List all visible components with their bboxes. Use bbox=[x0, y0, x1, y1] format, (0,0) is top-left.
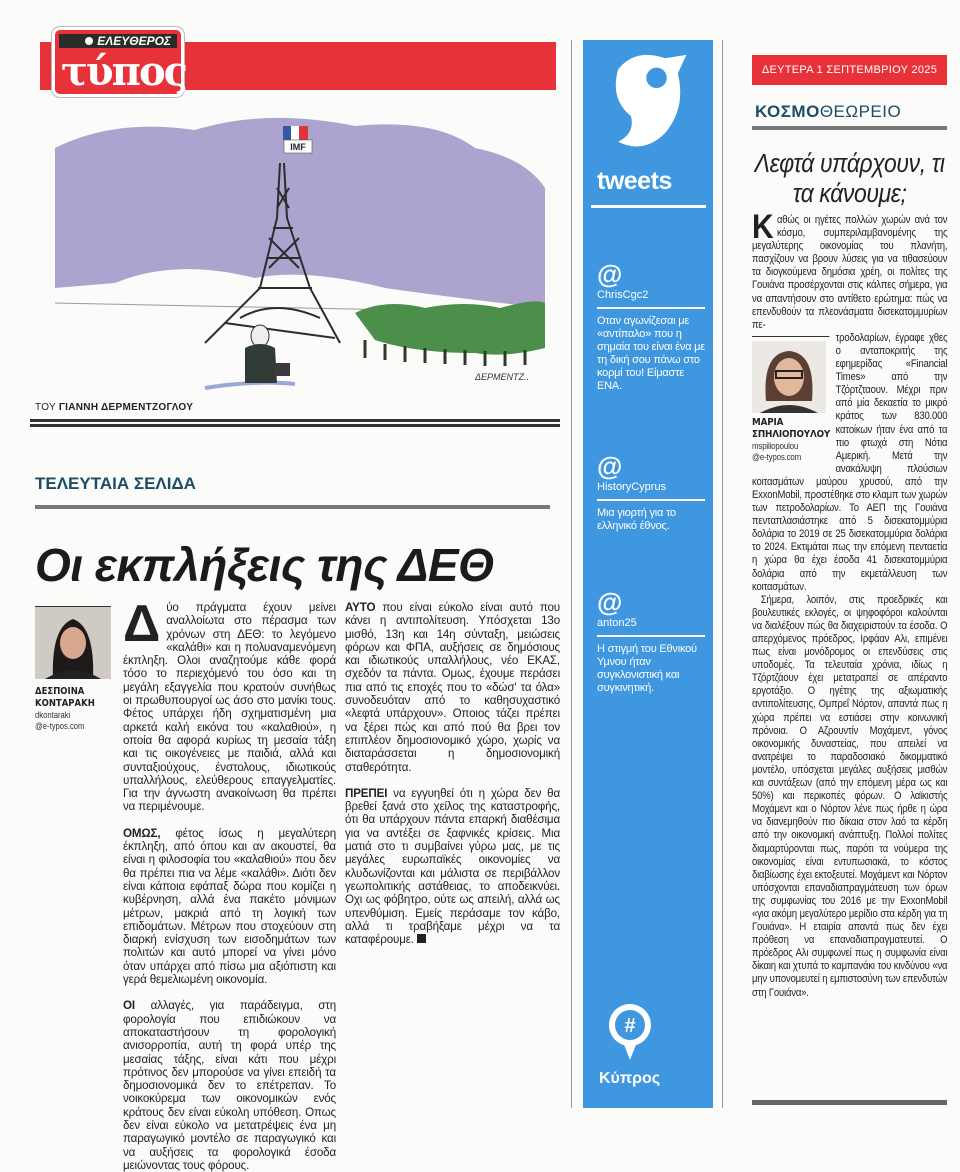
hash-pin-icon bbox=[605, 1002, 655, 1062]
article-paragraph: ΟΜΩΣ, φέτος ίσως η μεγαλύτερη έκπληξη, από όπου και αν ακουστεί, θα είναι η φιλοσοφία του «καλαθιού» που δεν θα πρέπει πια να λέμε «καλάθι». Διότι δεν είναι κάποια εφάπαξ δώρα που κομίζει η κυβέρνηση, αλλά ένα πακέτο μόνιμων μέτρων, μακριά από τη λογική των επιδομάτων. Μέτρων που στοχεύουν στη διαρκή ενίσχυση των εισοδημάτων των πολιτών και αυτό μπορεί να γίνει μόνο όταν υπάρχει από πίσω μια αξιόπιστη και γερά θεμελιωμένη οικονομία. bbox=[123, 826, 336, 987]
opinion-paragraph: Καθώς οι ηγέτες πολλών χωρών ανά τον κόσμο, συμπεριλαμβανομένης της μεγαλύτερης οικονομίας του πλανήτη, πασχίζουν να βρουν λύσεις για να τιθασεύουν τα διογκούμενα δημόσια χρέη, οι πολίτες της Γουιάνα προσέρχονται στις κάλπες σήμερα, για να απαντήσουν στο αντίθετο ερώτημα: πώς να επενδυθούν τα πλεονάσματα δισεκατομμυρίων πε- bbox=[752, 208, 948, 331]
logo-top-text: ΕΛΕΥΘΕΡΟΣ bbox=[59, 34, 177, 48]
article-paragraph: ΠΡΕΠΕΙ να εγγυηθεί ότι η χώρα δεν θα βρεθεί ξανά στο χείλος της καταστροφής, ότι θα υπάρχουν πάντα επαρκή διαθέσιμα για να αντέξει σε ξαφνικές κρίσεις. Μια ματιά στο τι συμβαίνει γύρω μας, με τις μεγάλες ευρωπαϊκές οικονομίες να κλυδωνίζονται και μάλιστα σε περιβάλλον γεωπολιτικής αστάθειας, το αποδεικνύει. Οχι ως φόβητρο, ούτε ως απειλή, αλλά ως υπενθύμιση. Εμείς περάσαμε τον κάβο, αλλά τι τραβήξαμε μέχρι να τα καταφέρουμε. bbox=[345, 786, 560, 947]
tweet-item bbox=[597, 452, 705, 533]
credit-prefix: ΤΟΥ bbox=[35, 402, 56, 413]
opinion-article bbox=[752, 148, 947, 1000]
section-rule bbox=[35, 505, 550, 509]
cartoonist-signature: ΔΕΡΜΕΝΤΖ.. bbox=[475, 372, 530, 382]
cartoon-ground-shadow bbox=[205, 383, 295, 388]
french-flag-red bbox=[299, 126, 308, 140]
opinion-paragraph: Σήμερα, λοιπόν, στις προεδρικές και βουλευτικές εκλογές, οι ψηφοφόροι καλούνται να διαλέξουν πώς θα διαχειριστούν τα έσοδα. Ο απερχόμενος πρόεδρος, Ιρφάαν Αλι, επιμένει πως είναι μονόδρομος οι επενδύσεις στις υποδομές. Τα τελευταία χρόνια, ιδίως η Τζόρτζάουν έχει μετατραπεί σε απέραντο εργοτάξιο. Ο ηγέτης της αξιωματικής αντιπολίτευσης, Ομπρεΐ Νόρτον, απαντά πως η χώρα πρέπει να εστιάσει στην κοινωνική πρόνοια. Ο Αζρουντίν Μοχάμεντ, γόνος οικονομικής δυναστείας, που απειλεί να ανατρέψει το παραδοσιακό δικομματικό μοντέλο, υπόσχεται μεγάλες αυξήσεις μισθών και συντάξεων (από την επόμενη μέρα ως και 50%) και περικοπές φόρων. Ο λαϊκιστής Μοχάμεντ και ο Νόρτον λένε πως ήρθε η ώρα να διανεμηθούν πιο δίκαια στον λαό τα κέρδη από την οικονομική ανάπτυξη. Πολλοί πολίτες διαμαρτύρονται πως, παρότι τα νούμερα της οικονομίας είναι εντυπωσιακά, το κόστος διαβίωσης έχει εκτοξευτεί. Μοχάμεντ και Νόρτον υπόσχονται επαναδιαπραγμάτευση των όρων της συμφωνίας του 2016 με την ExxonMobil «για ακόμη μεγαλύτερο μερίδιο στα κέρδη για τη Γουιάνα». Η εταιρία απαντά πως δεν έχει πρόθεση να επαναδιαπραγματευτεί. Ο πρόεδρος Αλι συμφωνεί πως η συμφωνία είναι δίκαιη και χτυπά το καμπανάκι του κινδύνου «να μην υπονομευτεί η εμπιστοσύνη των επενδυτών στη Γουιάνα». bbox=[752, 593, 948, 999]
drop-cap: Δ bbox=[123, 595, 161, 653]
tweets-column bbox=[583, 40, 713, 1108]
imf-label: IMF bbox=[290, 142, 306, 152]
opinion-body bbox=[752, 208, 948, 1000]
tweets-rule bbox=[591, 205, 706, 208]
at-icon: @ bbox=[597, 587, 623, 617]
article-column-2 bbox=[345, 601, 560, 1096]
opinion-author-email[interactable]: mspiliopoulou @e-typos.com bbox=[752, 440, 802, 462]
column-rule bbox=[752, 126, 947, 130]
cartoon-figure bbox=[245, 325, 290, 383]
tweet-text: Οταν αγωνίζεσαι με «αντίπαλο» που η σημαία του είναι ένα με τη δική σου πάνω στο κορμί του! Είμαστε ΕΝΑ. bbox=[597, 315, 706, 392]
tweet-handle[interactable]: anton25 bbox=[597, 616, 705, 637]
opinion-headline: Λεφτά υπάρχουν, τι τα κάνουμε; bbox=[754, 148, 945, 208]
article-paragraph: ΑΥΤΟ που είναι εύκολο είναι αυτό που κάνει η αντιπολίτευση. Υπόσχεται 13ο μισθό, 13η και 14η σύνταξη, μειώσεις φόρων και ΦΠΑ, αυξήσεις σε δημόσιους και ιδιωτικούς υπαλλήλους, νέο ΕΚΑΣ, σχεδόν τα πάντα. Ομως, έχουμε περάσει πια από τις εποχές που το «δώσ' τα όλα» συνοδευόταν από το καθησυχαστικό «λεφτά υπάρχουν». Οποιος τάζει πρέπει να ξέρει πώς και από πού θα βρει τον επιπλέον δημοσιονομικό χώρο, χωρίς να διαταράσσεται η δημοσιονομική σταθερότητα. bbox=[345, 601, 560, 774]
drop-cap: Κ bbox=[752, 208, 774, 246]
newspaper-logo bbox=[52, 27, 184, 97]
tweet-handle[interactable]: ChrisCgc2 bbox=[597, 288, 705, 309]
tweet-text: Μια γιορτή για το ελληνικό έθνος. bbox=[597, 507, 676, 532]
at-icon: @ bbox=[597, 259, 623, 289]
column-divider bbox=[722, 40, 723, 1108]
opinion-author-box bbox=[752, 336, 829, 463]
bird-icon bbox=[593, 48, 703, 163]
author-email[interactable]: dkontaraki @e-typos.com bbox=[35, 710, 85, 731]
author-photo bbox=[35, 606, 111, 678]
opinion-author-photo bbox=[752, 341, 826, 413]
issue-date: ΔΕΥΤΕΡΑ 1 ΣΕΠΤΕΜΒΡΙΟΥ 2025 bbox=[752, 55, 947, 85]
cartoon-credit bbox=[35, 402, 193, 413]
hashtag-label[interactable]: Κύπρος bbox=[599, 1070, 661, 1087]
author-box bbox=[35, 600, 117, 732]
trees bbox=[355, 301, 545, 366]
end-rule bbox=[752, 1100, 947, 1105]
article-column-1 bbox=[123, 595, 336, 1172]
opinion-paragraph: τροδολαρίων, έγραφε χθες ο ανταποκριτής της εφημερίδας «Financial Times» από την Τζόρτζταουν. Μέχρι πριν από μία δεκαετία το μικρό κράτος των 830.000 κατοίκων ήταν ένα από τα πιο φτωχά στη Νότια Αμερική. Μετά την ανακάλυψη πλούσιων κοιτασμάτων μαύρου χρυσού, από την ExxonMobil, προστέθηκε στο κλαμπ των χωρών των πετροδολαρίων. Το ΑΕΠ της Γουιάνα πενταπλασιάστηκε από 5 δισεκατομμύρια δολάρια το 2019 σε 25 δισεκατομμύρια δολάρια το 2024. Εκτιμάται πως την επόμενη πενταετία η χώρα θα έχει έσοδα 41 δισεκατομμύρια δολάρια από την εκμετάλλευση των κοιτασμάτων. bbox=[752, 331, 948, 593]
cartoonist-name: ΓΙΑΝΝΗ ΔΕΡΜΕΝΤΖΟΓΛΟΥ bbox=[58, 402, 194, 413]
author-name: ΔΕΣΠΟΙΝΑ ΚΟΝΤΑΡΑΚΗ bbox=[35, 686, 95, 709]
article-paragraph: Δύο πράγματα έχουν μείνει αναλλοίωτα στο πέρασμα των χρόνων στη ΔΕΘ: το λεγόμενο «καλάθι» και η πολυαναμενόμενη έκπληξη. Ολοι αναζητούμε κάθε φορά τόσο το περιεχόμενό του όσο και τη μεγάλη εξαγγελία που κρατούν συνήθως οι πρωθυπουργοί ως άσο στο μανίκι τους. Φέτος υπάρχει ήδη σχηματισμένη μια αρκετά καλή εικόνα του «καλαθιού», η οποία θα αφορά κυρίως τη μεσαία τάξη και τις οικογένειες με παιδιά, αλλά και συνταξιούχους, ένστολους, ιδιωτικούς υπαλλήλους, ελεύθερους επαγγελματίες. Για την άγνωστη ανακοίνωση θα πρέπει να περιμένουμε. bbox=[123, 595, 336, 814]
divider bbox=[30, 419, 560, 427]
logo-word: τύπος bbox=[61, 48, 186, 95]
end-mark bbox=[417, 934, 426, 943]
tweet-text: Η στιγμή του Εθνικού Υμνου ήταν συγκλονιστική και συγκινητική. bbox=[597, 643, 697, 694]
article-headline: Οι εκπλήξεις της ΔΕΘ bbox=[35, 539, 494, 591]
french-flag-blue bbox=[283, 126, 291, 140]
article-paragraph: ΟΙ αλλαγές, για παράδειγμα, στη φορολογία που επιδιώκουν να αποκαταστήσουν τη φορολογική ανισορροπία, αυτή τη φορά υπέρ της μεσαίας τάξης, είναι κάτι που μέχρι πρότινος δεν μπορούσε να γίνει επειδή τα δημοσιονομικά δεν το επέτρεπαν. Το νοικοκύρεμα των οικονομικών ενός κράτους δεν είναι εύκολη υπόθεση. Οπως δεν είναι εύκολο να μετατρέψεις ένα μη παραγωγικό μοντέλο σε παραγωγικό και να αυξήσεις τα φορολογικά έσοδα μειώνοντας τους φόρους. bbox=[123, 999, 336, 1172]
column-divider bbox=[571, 40, 572, 1108]
opinion-author-name: ΜΑΡΙΑ ΣΠΗΛΙΟΠΟΥΛΟΥ bbox=[752, 416, 831, 440]
french-flag-white bbox=[291, 126, 299, 140]
tweets-title: tweets bbox=[597, 167, 672, 195]
tweet-item bbox=[597, 588, 705, 695]
svg-text:#: # bbox=[624, 1015, 636, 1037]
at-icon: @ bbox=[597, 451, 623, 481]
tweet-item bbox=[597, 260, 705, 393]
column-title: ΚΟΣΜΟΘΕΩΡΕΙΟ bbox=[755, 102, 902, 121]
editorial-cartoon bbox=[55, 108, 545, 400]
tweet-handle[interactable]: HistoryCyprus bbox=[597, 480, 705, 501]
section-label: ΤΕΛΕΥΤΑΙΑ ΣΕΛΙΔΑ bbox=[35, 474, 196, 493]
